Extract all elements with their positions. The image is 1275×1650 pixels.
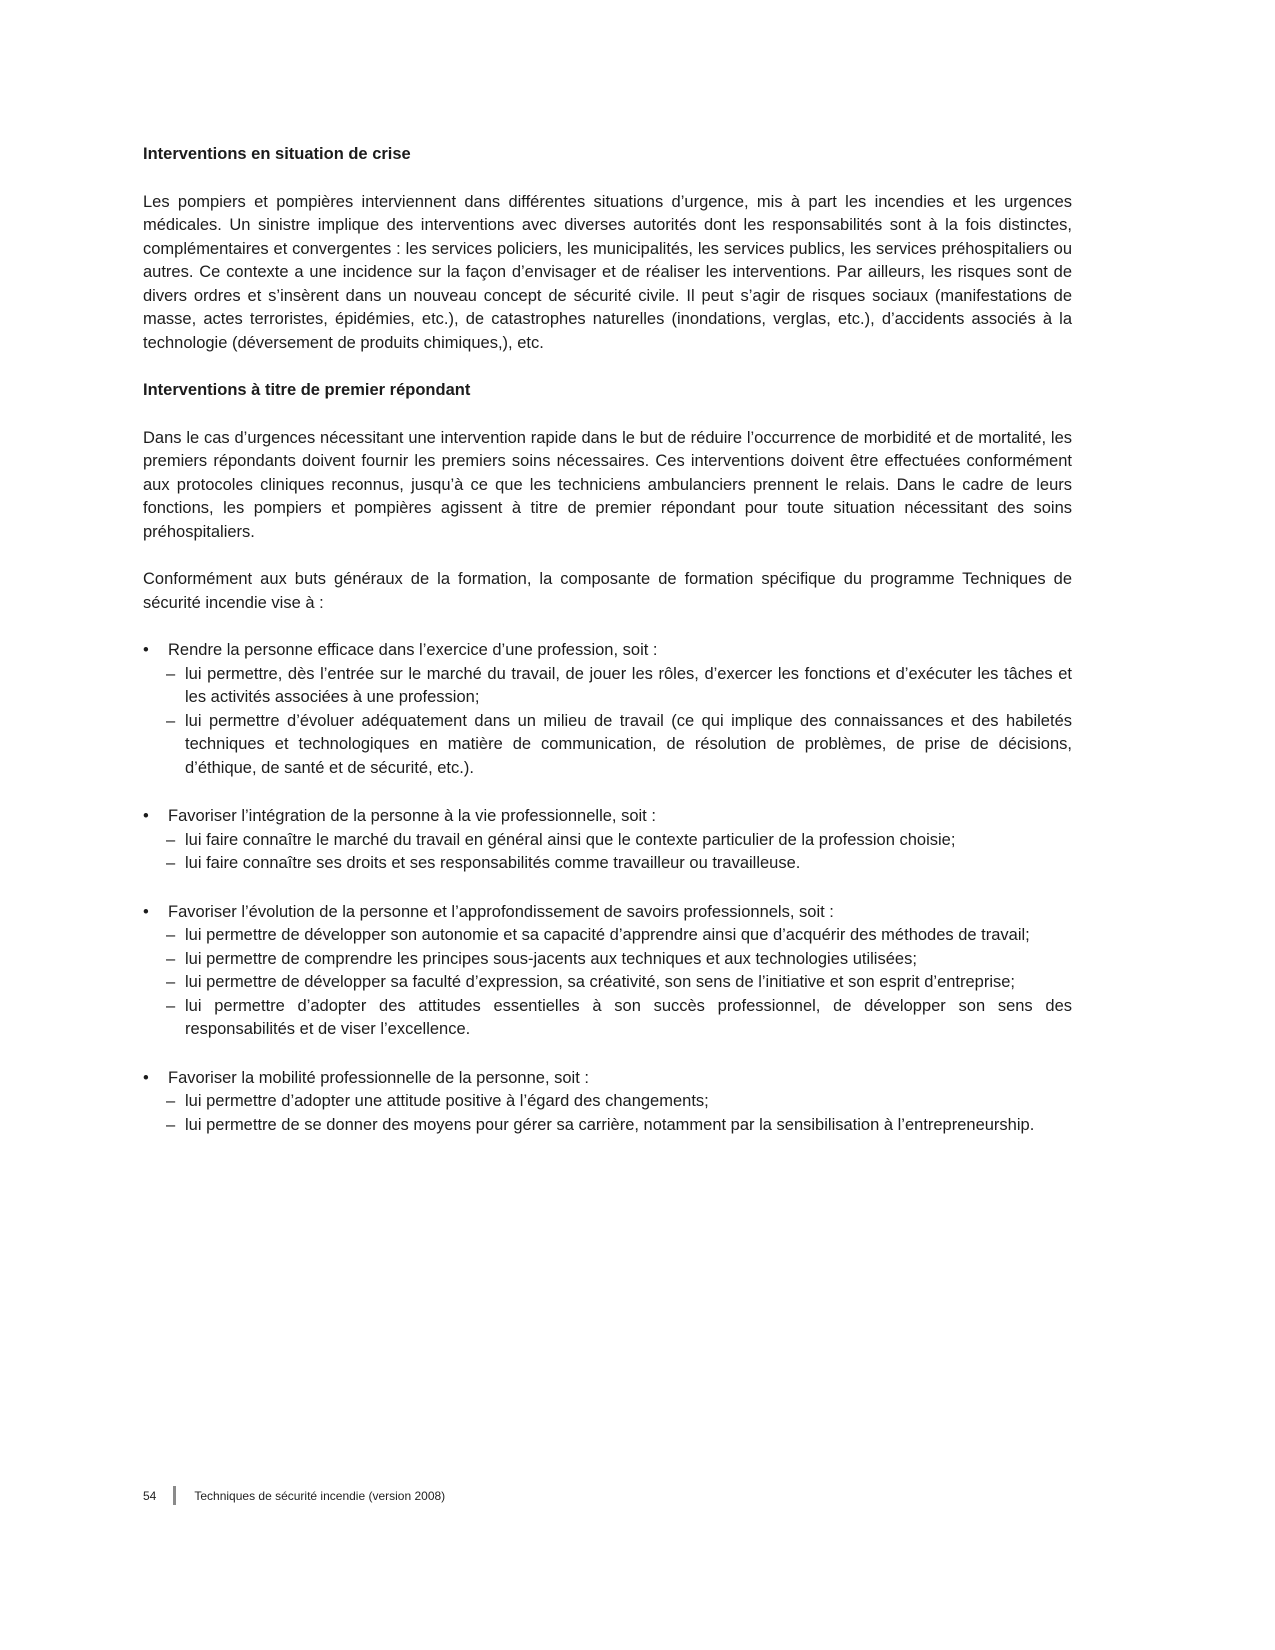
- bullet-sub-item: [143, 948, 1072, 972]
- bullet-lead: [143, 805, 1072, 829]
- body-paragraph-3: Conformément aux buts généraux de la formation, la composante de formation spécifique du programme Techniques de sécurité incendie vise à :: [143, 570, 1072, 612]
- bullet-sub-item: [143, 1114, 1072, 1138]
- bullet-group-1: [143, 639, 1072, 780]
- dash-icon: –: [166, 854, 176, 872]
- body-paragraph-2: Dans le cas d’urgences nécessitant une intervention rapide dans le but de réduire l’occurrence de morbidité et de mortalité, les premiers répondants doivent fournir les premiers soins nécessaires. Ces interventions doivent être effectuées conformément aux protocoles cliniques reconnus, jusqu’à ce que les techniciens ambulanciers prennent le relais. Dans le cadre de leurs fonctions, les pompiers et pompières agissent à titre de premier répondant pour toute situation nécessitant des soins préhospitaliers.: [143, 428, 1072, 541]
- bullet-lead-text: Favoriser la mobilité professionnelle de la personne, soit :: [168, 1068, 589, 1087]
- dash-icon: –: [166, 1092, 176, 1110]
- dash-icon: –: [166, 996, 176, 1015]
- bullet-sub-item: [143, 852, 1072, 876]
- bullet-sub-text: lui faire connaître ses droits et ses responsabilités comme travailleur ou travailleuse.: [185, 854, 801, 872]
- bullet-lead: [143, 1067, 1072, 1091]
- page-footer: [143, 1486, 445, 1505]
- page-content: [143, 143, 1072, 1162]
- dash-icon: –: [166, 711, 176, 730]
- bullet-sub-text: lui permettre de développer sa faculté d’expression, sa créativité, son sens de l’initiative et son esprit d’entreprise;: [185, 973, 1016, 991]
- bullet-sub-item: [143, 971, 1072, 995]
- bullet-sub-text: lui permettre d’adopter des attitudes essentielles à son succès professionnel, de développer son sens des responsabilités et de viser l’excellence.: [185, 996, 1072, 1038]
- bullet-sub-text: lui permettre de comprendre les principes sous-jacents aux techniques et aux technologies utilisées;: [185, 949, 917, 968]
- bullet-icon: •: [143, 807, 149, 825]
- bullet-sub-item: [143, 995, 1072, 1042]
- bullet-sub-text: lui permettre d’évoluer adéquatement dans un milieu de travail (ce qui implique des connaissances et des habiletés techniques et technologiques en matière de communication, de résolution de problèmes, de prise de décisions, d’éthique, de santé et de sécurité, etc.).: [185, 711, 1072, 777]
- bullet-sub-text: lui permettre, dès l’entrée sur le marché du travail, de jouer les rôles, d’exercer les fonctions et d’exécuter les tâches et les activités associées à une profession;: [185, 664, 1072, 706]
- bullet-icon: •: [143, 1068, 149, 1087]
- bullet-lead-text: Rendre la personne efficace dans l’exercice d’une profession, soit :: [168, 641, 658, 659]
- bullet-group-2: [143, 805, 1072, 876]
- bullet-sub-item: [143, 1090, 1072, 1114]
- bullet-icon: •: [143, 641, 149, 659]
- bullet-sub-text: lui permettre de se donner des moyens pour gérer sa carrière, notamment par la sensibilisation à l’entrepreneurship.: [185, 1115, 1035, 1134]
- bullet-group-4: [143, 1067, 1072, 1138]
- dash-icon: –: [166, 1115, 176, 1134]
- bullet-sub-text: lui permettre d’adopter une attitude positive à l’égard des changements;: [185, 1092, 709, 1110]
- bullet-lead-text: Favoriser l’évolution de la personne et l’approfondissement de savoirs professionnels, soit :: [168, 902, 834, 921]
- dash-icon: –: [166, 926, 176, 944]
- bullet-sub-text: lui permettre de développer son autonomie et sa capacité d’apprendre ainsi que d’acquérir des méthodes de travail;: [185, 926, 1030, 944]
- bullet-lead: [143, 639, 1072, 663]
- body-paragraph-1: Les pompiers et pompières interviennent dans différentes situations d’urgence, mis à part les incendies et les urgences médicales. Un sinistre implique des interventions avec diverses autorités dont les responsabilités sont à la fois distinctes, complémentaires et convergentes : les services policiers, les municipalités, les services publics, les services préhospitaliers ou autres. Ce contexte a une incidence sur la façon d’envisager et de réaliser les interventions. Par ailleurs, les risques sont de divers ordres et s’insèrent dans un nouveau concept de sécurité civile. Il peut s’agir de risques sociaux (manifestations de masse, actes terroristes, épidémies, etc.), de catastrophes naturelles (inondations, verglas, etc.), d’accidents associés à la technologie (déversement de produits chimiques,), etc.: [143, 192, 1072, 352]
- bullet-sub-text: lui faire connaître le marché du travail en général ainsi que le contexte particulier de la profession choisie;: [185, 830, 956, 849]
- dash-icon: –: [166, 973, 176, 991]
- bullet-sub-item: [143, 663, 1072, 710]
- section-heading-premier-repondant: Interventions à titre de premier répondant: [143, 381, 471, 399]
- dash-icon: –: [166, 949, 176, 968]
- section-heading-crise: Interventions en situation de crise: [143, 145, 411, 163]
- dash-icon: –: [166, 830, 176, 849]
- bullet-sub-item: [143, 924, 1072, 948]
- footer-divider: [173, 1486, 176, 1505]
- bullet-lead-text: Favoriser l’intégration de la personne à la vie professionnelle, soit :: [168, 807, 656, 825]
- bullet-sub-item: [143, 829, 1072, 853]
- footer-title: Techniques de sécurité incendie (version 2008): [194, 1488, 446, 1503]
- bullet-icon: •: [143, 902, 149, 921]
- page-number: 54: [143, 1488, 157, 1503]
- bullet-sub-item: [143, 710, 1072, 781]
- bullet-group-3: [143, 901, 1072, 1042]
- dash-icon: –: [166, 664, 176, 683]
- bullet-lead: [143, 901, 1072, 925]
